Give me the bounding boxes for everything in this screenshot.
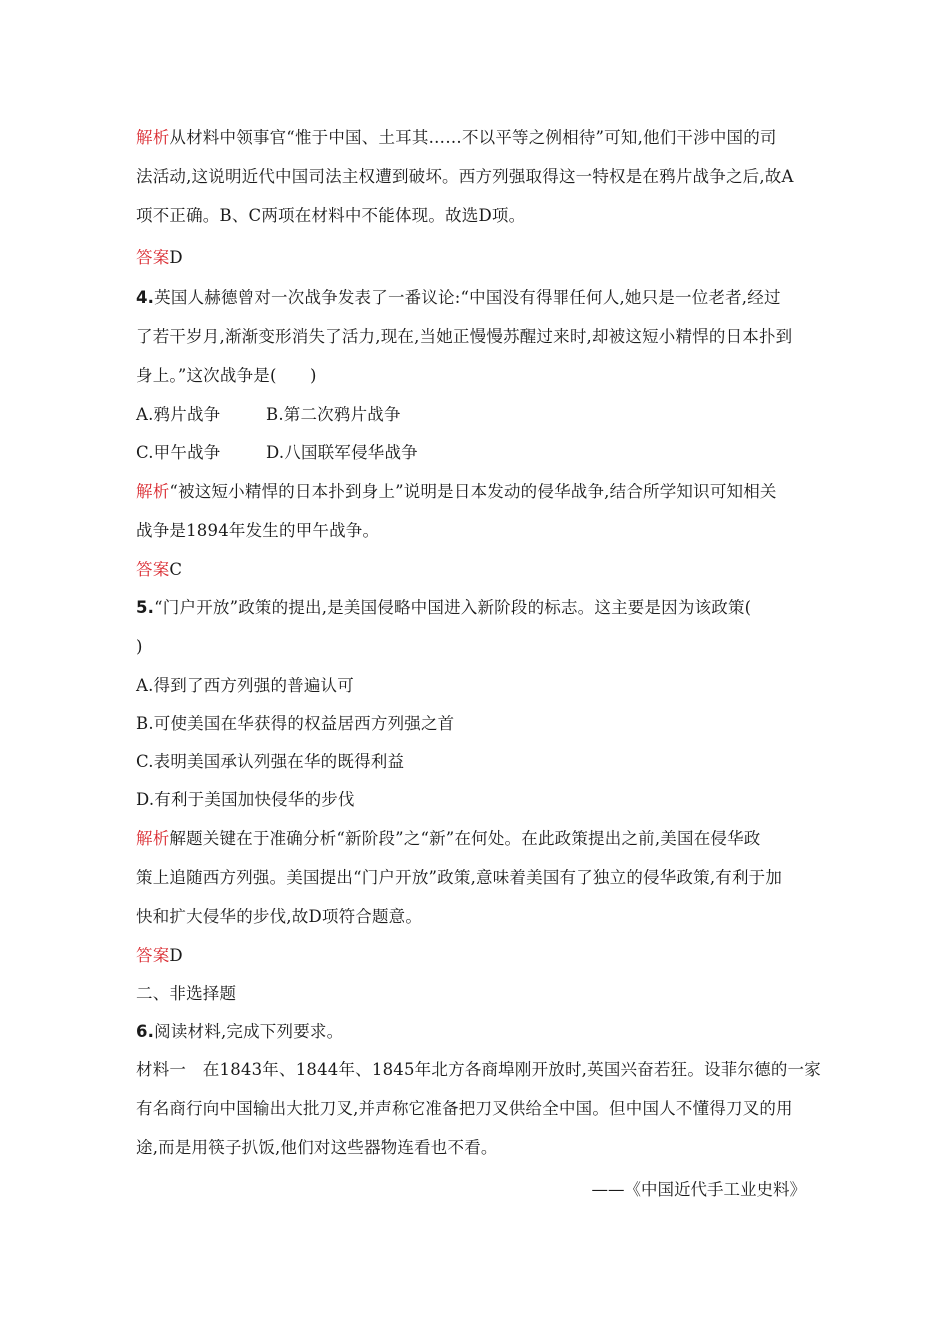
q4-options-row-2 <box>136 443 418 463</box>
q5-analysis-line-1: 解析解题关键在于准确分析“新阶段”之“新”在何处。在此政策提出之前,美国在侵华政 <box>136 829 761 848</box>
q6-source-citation: ——《中国近代手工业史料》 <box>591 1180 806 1199</box>
q6-material-line-3: 途,而是用筷子扒饭,他们对这些器物连看也不看。 <box>136 1138 498 1157</box>
q3-analysis-line-1: 解析从材料中领事官“惟于中国、土耳其……不以平等之例相待”可知,他们干涉中国的司 <box>136 128 777 147</box>
q5-answer-label: 答案 <box>136 946 170 965</box>
q5-analysis-label: 解析 <box>136 829 170 848</box>
q4-answer-label: 答案 <box>136 560 170 579</box>
q6-number: 6. <box>136 1022 155 1041</box>
q4-option-c: C.甲午战争 <box>136 443 221 462</box>
q6-material-line-2: 有名商行向中国输出大批刀叉,并声称它准备把刀叉供给全中国。但中国人不懂得刀叉的用 <box>136 1099 793 1118</box>
q5-answer <box>136 946 183 966</box>
q4-analysis-label: 解析 <box>136 482 170 501</box>
q5-option-b: B.可使美国在华获得的权益居西方列强之首 <box>136 714 455 733</box>
q3-analysis-line-2: 法活动,这说明近代中国司法主权遭到破坏。西方列强取得这一特权是在鸦片战争之后,故A <box>136 167 794 186</box>
q4-stem-line-3: 身上。”这次战争是( ) <box>136 366 317 385</box>
q4-option-d: D.八国联军侵华战争 <box>266 443 418 462</box>
q3-answer <box>136 248 183 268</box>
q5-analysis-line-3: 快和扩大侵华的步伐,故D项符合题意。 <box>136 907 423 926</box>
q4-analysis-line-2: 战争是1894年发生的甲午战争。 <box>136 521 380 540</box>
section-title: 二、非选择题 <box>136 984 237 1003</box>
q4-answer <box>136 560 182 580</box>
q5-option-c: C.表明美国承认列强在华的既得利益 <box>136 752 405 771</box>
q3-analysis-label: 解析 <box>136 128 170 147</box>
q5-answer-value: D <box>169 946 183 965</box>
q5-option-a: A.得到了西方列强的普遍认可 <box>136 676 354 695</box>
q4-option-a: A.鸦片战争 <box>136 405 221 424</box>
q4-stem-line-1: 4.英国人赫德曾对一次战争发表了一番议论:“中国没有得罪任何人,她只是一位老者,经过 <box>136 288 781 307</box>
q5-option-d: D.有利于美国加快侵华的步伐 <box>136 790 355 809</box>
q4-number: 4. <box>136 288 155 307</box>
q4-stem-line-2: 了若干岁月,渐渐变形消失了活力,现在,当她正慢慢苏醒过来时,却被这短小精悍的日本扑到 <box>136 327 793 346</box>
q6-stem: 6.阅读材料,完成下列要求。 <box>136 1022 344 1041</box>
q5-analysis-line-2: 策上追随西方列强。美国提出“门户开放”政策,意味着美国有了独立的侵华政策,有利于加 <box>136 868 783 887</box>
q3-answer-value: D <box>169 248 183 267</box>
q4-option-b: B.第二次鸦片战争 <box>266 405 401 424</box>
q4-options-row-1 <box>136 405 401 425</box>
q4-analysis-line-1: 解析“被这短小精悍的日本扑到身上”说明是日本发动的侵华战争,结合所学知识可知相关 <box>136 482 777 501</box>
q3-analysis-line-3: 项不正确。B、C两项在材料中不能体现。故选D项。 <box>136 206 526 225</box>
q6-material-line-1: 材料一 在1843年、1844年、1845年北方各商埠刚开放时,英国兴奋若狂。设菲尔德的一家 <box>136 1060 821 1079</box>
q5-stem-line-2: ) <box>136 637 143 656</box>
q4-answer-value: C <box>169 560 183 579</box>
q5-number: 5. <box>136 598 155 617</box>
q5-stem-line-1: 5.“门户开放”政策的提出,是美国侵略中国进入新阶段的标志。这主要是因为该政策( <box>136 598 752 617</box>
q3-answer-label: 答案 <box>136 248 170 267</box>
